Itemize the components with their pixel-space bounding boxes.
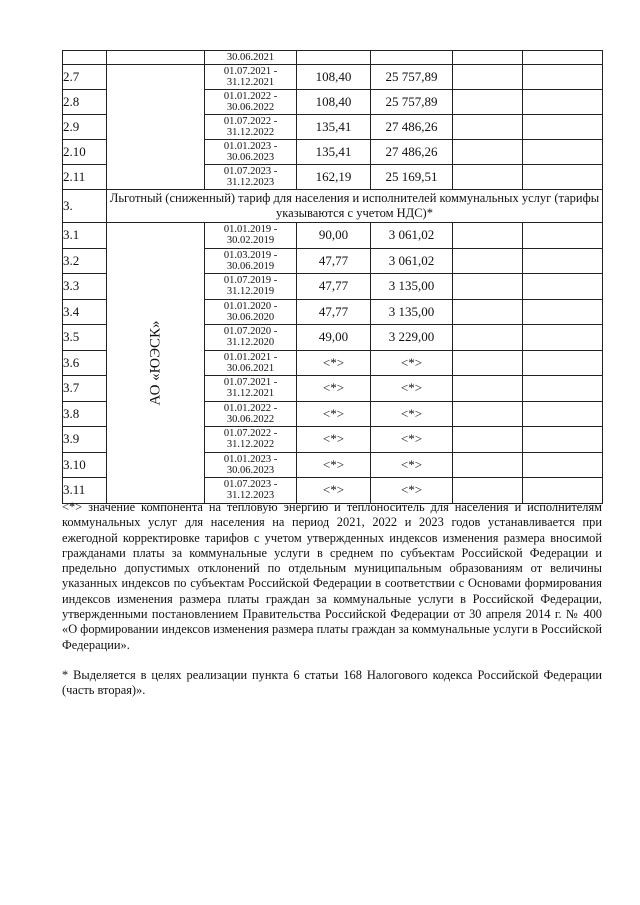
footnote-asterisk-bracket: <*> значение компонента на тепловую энергию и теплоноситель для населения и исполнителям коммунальных услуг для населения на период 2021, 2022 и 2023 годов устанавливается при ежегодной корректировке тарифов с учетом утвержденных индексов изменения размера вносимой гражданами платы за коммунальные услуги в среднем по субъектам Российской Федерации и предельно допустимых отклонений по отдельным муниципальным образованиям от величины указанных индексов по субъектам Российской Федерации в соответствии с Основами формирования индексов изменения размера платы граждан за коммунальные услуги в Российской Федерации, утвержденными постановлением Правительства Российской Федерации от 30 апреля 2014 г. № 400 «О формировании индексов изменения размера платы граждан за коммунальные услуги в Российской Федерации». bbox=[62, 500, 602, 652]
table-cell bbox=[523, 325, 603, 351]
period-cell bbox=[205, 248, 297, 274]
table-cell bbox=[453, 140, 523, 165]
period-cell bbox=[205, 452, 297, 478]
table-cell bbox=[453, 427, 523, 453]
period-cell bbox=[205, 274, 297, 300]
table-cell bbox=[523, 165, 603, 190]
period-cell bbox=[205, 223, 297, 249]
table-cell bbox=[453, 350, 523, 376]
row-number: 3.3 bbox=[63, 274, 107, 300]
period-start: 01.01.2020 - bbox=[223, 300, 278, 312]
period-end: 31.12.2022 bbox=[226, 127, 275, 138]
table-row bbox=[63, 223, 603, 249]
value-cell: 108,40 bbox=[297, 90, 371, 115]
row-number: 3.4 bbox=[63, 299, 107, 325]
value-cell: <*> bbox=[371, 401, 453, 427]
table-cell bbox=[453, 248, 523, 274]
row-number: 3.5 bbox=[63, 325, 107, 351]
period-cell bbox=[205, 427, 297, 453]
row-number: 2.10 bbox=[63, 140, 107, 165]
period-start: 01.07.2021 - bbox=[223, 377, 278, 389]
table-cell bbox=[453, 90, 523, 115]
table-cell bbox=[523, 376, 603, 402]
value-cell: 135,41 bbox=[297, 140, 371, 165]
tariff-table bbox=[62, 50, 603, 504]
row-number: 3.1 bbox=[63, 223, 107, 249]
period-cell bbox=[205, 350, 297, 376]
value-cell: <*> bbox=[297, 427, 371, 453]
period-end: 30.06.2022 bbox=[226, 102, 275, 113]
value-cell: 90,00 bbox=[297, 223, 371, 249]
value-cell: 47,77 bbox=[297, 299, 371, 325]
row-number: 3. bbox=[63, 190, 107, 223]
row-number: 2.7 bbox=[63, 65, 107, 90]
period-end: 30.06.2023 bbox=[226, 464, 275, 476]
period-end: 31.12.2020 bbox=[226, 337, 275, 349]
table-cell bbox=[453, 325, 523, 351]
period-end: 30.06.2021 bbox=[226, 362, 275, 374]
period-end: 31.12.2019 bbox=[226, 286, 275, 298]
table-cell bbox=[523, 248, 603, 274]
table-cell bbox=[523, 274, 603, 300]
table-cell bbox=[453, 65, 523, 90]
table-cell bbox=[453, 452, 523, 478]
organization-name: АО «ЮЭСК» bbox=[147, 320, 163, 406]
row-number: 3.11 bbox=[63, 478, 107, 504]
table-cell bbox=[523, 452, 603, 478]
value-cell: 47,77 bbox=[297, 248, 371, 274]
period-end: 30.06.2020 bbox=[226, 311, 275, 323]
table-cell bbox=[453, 165, 523, 190]
value-cell: 3 061,02 bbox=[371, 248, 453, 274]
period-cell bbox=[205, 90, 297, 115]
row-number: 2.8 bbox=[63, 90, 107, 115]
row-number: 2.11 bbox=[63, 165, 107, 190]
value-cell: 27 486,26 bbox=[371, 115, 453, 140]
table-cell bbox=[523, 299, 603, 325]
value-cell: <*> bbox=[297, 478, 371, 504]
row-number: 3.7 bbox=[63, 376, 107, 402]
period-start: 01.07.2019 - bbox=[223, 275, 278, 287]
period-end: 30.02.2019 bbox=[226, 235, 275, 247]
table-cell bbox=[453, 223, 523, 249]
value-cell: 27 486,26 bbox=[371, 140, 453, 165]
period-start: 01.01.2022 - bbox=[223, 91, 278, 102]
table-cell bbox=[453, 274, 523, 300]
period-start: 01.07.2020 - bbox=[223, 326, 278, 338]
period-start: 01.07.2023 - bbox=[223, 479, 278, 491]
section-title: Льготный (сниженный) тариф для населения и исполнителей коммунальных услуг (тарифы указываются с учетом НДС)* bbox=[107, 190, 603, 223]
period-end: 30.06.2022 bbox=[226, 413, 275, 425]
period-cell bbox=[205, 376, 297, 402]
table-cell bbox=[453, 401, 523, 427]
table-cell bbox=[453, 376, 523, 402]
table-cell bbox=[453, 299, 523, 325]
table-cell bbox=[63, 51, 107, 65]
period-cell bbox=[205, 299, 297, 325]
value-cell: 25 169,51 bbox=[371, 165, 453, 190]
row-number: 3.2 bbox=[63, 248, 107, 274]
table-cell bbox=[453, 51, 523, 65]
period-start: 01.03.2019 - bbox=[223, 249, 278, 261]
row-number: 3.10 bbox=[63, 452, 107, 478]
row-number: 2.9 bbox=[63, 115, 107, 140]
value-cell: 25 757,89 bbox=[371, 90, 453, 115]
value-cell: <*> bbox=[371, 427, 453, 453]
value-cell: <*> bbox=[371, 452, 453, 478]
value-cell: 3 229,00 bbox=[371, 325, 453, 351]
footnote-asterisk: * Выделяется в целях реализации пункта 6 статьи 168 Налогового кодекса Российской Федерации (часть вторая)». bbox=[62, 668, 602, 698]
value-cell: 162,19 bbox=[297, 165, 371, 190]
period-start: 01.07.2022 - bbox=[223, 428, 278, 440]
row-number: 3.6 bbox=[63, 350, 107, 376]
value-cell: <*> bbox=[371, 376, 453, 402]
period-cell bbox=[205, 325, 297, 351]
table-cell bbox=[523, 140, 603, 165]
value-cell: 25 757,89 bbox=[371, 65, 453, 90]
value-cell: 135,41 bbox=[297, 115, 371, 140]
value-cell: <*> bbox=[371, 350, 453, 376]
value-cell: <*> bbox=[297, 401, 371, 427]
period-start: 01.01.2021 - bbox=[223, 351, 278, 363]
row-number: 3.8 bbox=[63, 401, 107, 427]
value-cell: 3 061,02 bbox=[371, 223, 453, 249]
value-cell: <*> bbox=[371, 478, 453, 504]
table-cell bbox=[523, 401, 603, 427]
organization-cell bbox=[107, 65, 205, 190]
period-end: 31.12.2023 bbox=[226, 177, 275, 188]
period-end: 31.12.2021 bbox=[226, 77, 275, 88]
table-row bbox=[63, 51, 603, 65]
period-start: 01.01.2022 - bbox=[223, 402, 278, 414]
table-cell bbox=[523, 90, 603, 115]
table-cell bbox=[523, 427, 603, 453]
value-cell: <*> bbox=[297, 452, 371, 478]
period-end: 30.06.2019 bbox=[226, 260, 275, 272]
period-cell bbox=[205, 165, 297, 190]
table-cell bbox=[523, 115, 603, 140]
value-cell: 49,00 bbox=[297, 325, 371, 351]
value-cell: 47,77 bbox=[297, 274, 371, 300]
organization-cell bbox=[107, 223, 205, 504]
value-cell: 108,40 bbox=[297, 65, 371, 90]
section-header-row bbox=[63, 190, 603, 223]
period-end: 31.12.2022 bbox=[226, 439, 275, 451]
period-cell bbox=[205, 140, 297, 165]
period-cell bbox=[205, 401, 297, 427]
value-cell: 3 135,00 bbox=[371, 299, 453, 325]
period-end: 31.12.2023 bbox=[226, 490, 275, 502]
table-cell bbox=[297, 51, 371, 65]
period-start: 01.01.2023 - bbox=[223, 453, 278, 465]
table-cell bbox=[523, 223, 603, 249]
value-cell: <*> bbox=[297, 350, 371, 376]
table-cell bbox=[453, 115, 523, 140]
period-start: 01.07.2023 - bbox=[223, 166, 278, 177]
value-cell: <*> bbox=[297, 376, 371, 402]
tariff-table-body bbox=[63, 51, 603, 504]
row-number: 3.9 bbox=[63, 427, 107, 453]
period-end: 30.06.2023 bbox=[226, 152, 275, 163]
period-start: 01.07.2021 - bbox=[223, 66, 278, 77]
table-cell bbox=[371, 51, 453, 65]
table-cell bbox=[523, 350, 603, 376]
period-cell: 30.06.2021 bbox=[205, 51, 297, 65]
period-start: 01.07.2022 - bbox=[223, 116, 278, 127]
period-cell bbox=[205, 115, 297, 140]
period-end: 31.12.2021 bbox=[226, 388, 275, 400]
table-cell bbox=[107, 51, 205, 65]
table-row bbox=[63, 65, 603, 90]
period-start: 01.01.2019 - bbox=[223, 224, 278, 236]
table-cell bbox=[523, 51, 603, 65]
period-start: 01.01.2023 - bbox=[223, 141, 278, 152]
table-cell bbox=[523, 65, 603, 90]
period-cell bbox=[205, 65, 297, 90]
value-cell: 3 135,00 bbox=[371, 274, 453, 300]
